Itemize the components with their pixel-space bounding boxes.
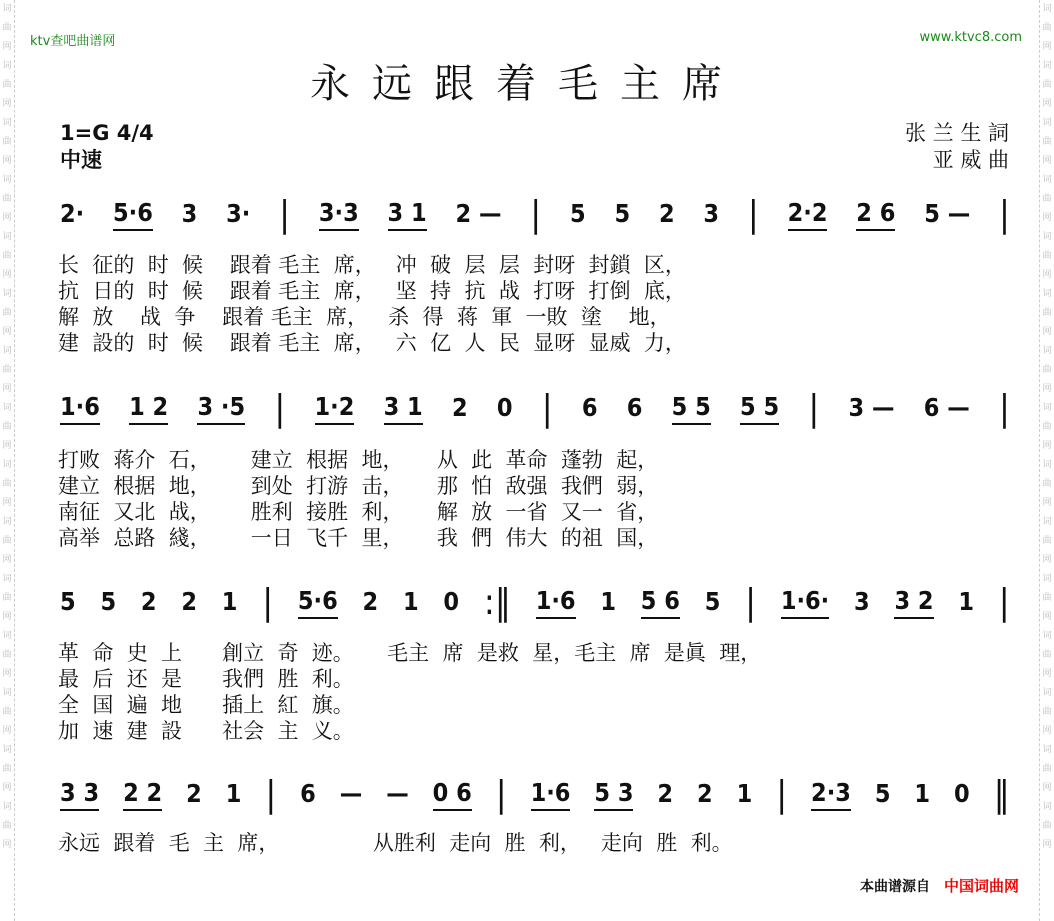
note: 3	[703, 198, 720, 228]
bar-line: |	[999, 193, 1010, 235]
note: 3 —	[848, 392, 895, 422]
note: 6	[581, 392, 598, 422]
note: 3 3	[60, 778, 99, 811]
bar-line: |	[262, 581, 274, 623]
note: 5	[874, 778, 891, 808]
bar-line: |	[808, 387, 820, 429]
note: 0	[496, 392, 513, 422]
bar-line: :‖	[483, 581, 511, 623]
note: 5	[704, 586, 721, 616]
note: 1	[225, 778, 242, 808]
note: 2	[697, 778, 713, 808]
note: 3	[181, 198, 198, 228]
note: 1	[221, 586, 238, 616]
lyric-line: 最 后 还 是 我們 胜 利。	[58, 667, 354, 691]
lyric-line: 南征 又北 战， 胜利 接胜 利， 解 放 一省 又一 省，	[58, 500, 659, 524]
note: 0 6	[433, 778, 472, 811]
watermark-left: ktv查吧曲谱网	[30, 34, 116, 49]
note: 2	[186, 778, 202, 808]
lyric-line: 永远 跟着 毛 主 席， 从胜利 走向 胜 利， 走向 胜 利。	[58, 831, 733, 855]
note: 3 2	[894, 586, 933, 619]
note: 3 ·5	[197, 392, 245, 425]
note: 3 1	[384, 392, 423, 425]
bar-line: |	[747, 193, 759, 235]
song-title: 永远跟着毛主席	[310, 61, 744, 107]
note: 6	[626, 392, 643, 422]
note: 2·3	[811, 778, 851, 811]
bar-line: |	[745, 581, 757, 623]
bar-line: |	[776, 773, 788, 815]
note: —	[339, 778, 363, 808]
notation-row	[60, 192, 1010, 236]
note: 1·6	[60, 392, 100, 425]
side-watermark-right: 词曲网词曲网词曲网词曲网词曲网词曲网词曲网词曲网词曲网词曲网词曲网词曲网词曲网词曲网词曲网	[1039, 0, 1054, 921]
bar-line: |	[998, 387, 1010, 429]
watermark-right: www.ktvc8.com	[919, 30, 1022, 45]
note: 3 1	[388, 198, 427, 231]
note: 0	[954, 778, 970, 808]
notation-row	[60, 772, 1010, 816]
note: 1	[958, 586, 974, 616]
note: 0	[443, 586, 460, 616]
note: 1	[402, 586, 419, 616]
note: 5 3	[594, 778, 633, 811]
lyric-line: 建立 根据 地， 到处 打游 击， 那 怕 敌强 我們 弱，	[58, 474, 659, 498]
note: 2	[658, 198, 675, 228]
bar-line: |	[265, 773, 277, 815]
notation-row	[60, 580, 1010, 624]
note: 5	[570, 198, 586, 228]
notation-row	[60, 386, 1010, 430]
lyric-line: 解 放 战 争 跟着 毛主 席， 杀 得 蒋 軍 一敗 塗 地，	[58, 305, 671, 329]
note: 2	[451, 392, 468, 422]
note: 6 —	[923, 392, 970, 422]
lyricist: 张 兰 生 詞	[904, 121, 1009, 145]
note: 1	[736, 778, 753, 808]
note: 1·2	[315, 392, 355, 425]
note: 2 —	[455, 198, 502, 228]
note: —	[386, 778, 409, 808]
bar-line: |	[541, 387, 553, 429]
note: 5 —	[924, 198, 971, 228]
key-signature: 1=G 4/4	[60, 121, 154, 145]
note: 2	[362, 586, 379, 616]
note: 1	[600, 586, 616, 616]
lyric-line: 加 速 建 設 社会 主 义。	[58, 719, 354, 743]
bar-line: |	[495, 773, 507, 815]
lyric-line: 全 国 遍 地 插上 紅 旗。	[58, 693, 354, 717]
lyric-line: 抗 日的 时 候 跟着 毛主 席， 坚 持 抗 战 打呀 打倒 底，	[58, 279, 686, 303]
footer-site: 中国词曲网	[943, 877, 1019, 895]
lyric-line: 革 命 史 上 創立 奇 迹。 毛主 席 是救 星，毛主 席 是眞 理，	[58, 641, 762, 665]
note: 5 6	[641, 586, 680, 619]
lyric-line: 高举 总路 綫， 一日 飞千 里， 我 們 伟大 的祖 国，	[58, 526, 659, 550]
bar-line: |	[279, 193, 291, 235]
note: 2 6	[856, 198, 895, 231]
bar-line: ‖	[993, 773, 1010, 815]
note: 1·6	[536, 586, 576, 619]
note: 2	[181, 586, 197, 616]
footer-source-label: 本曲谱源自	[859, 879, 930, 895]
composer: 亚 威 曲	[932, 148, 1009, 172]
note: 1·6	[531, 778, 571, 811]
note: 6	[300, 778, 316, 808]
note: 5 5	[672, 392, 711, 425]
tempo: 中速	[60, 148, 102, 172]
note: 2·	[60, 198, 85, 228]
note: 2 2	[123, 778, 162, 811]
note: 2	[140, 586, 157, 616]
note: 5 5	[740, 392, 779, 425]
note: 1	[914, 778, 931, 808]
bar-line: |	[998, 581, 1010, 623]
note: 5	[60, 586, 76, 616]
side-watermark-left: 词曲网词曲网词曲网词曲网词曲网词曲网词曲网词曲网词曲网词曲网词曲网词曲网词曲网词曲网词曲网	[0, 0, 15, 921]
note: 5·6	[298, 586, 338, 619]
note: 5·6	[113, 198, 153, 231]
note: 2	[657, 778, 674, 808]
note: 1 2	[129, 392, 168, 425]
bar-line: |	[530, 193, 542, 235]
lyric-line: 长 征的 时 候 跟着 毛主 席， 冲 破 层 层 封呀 封鎖 区，	[58, 253, 686, 277]
note: 5	[100, 586, 117, 616]
bar-line: |	[274, 387, 286, 429]
note: 5	[614, 198, 631, 228]
note: 2·2	[788, 198, 828, 231]
note: 3	[854, 586, 870, 616]
note: 3·3	[319, 198, 359, 231]
note: 1·6·	[781, 586, 829, 619]
lyric-line: 建 設的 时 候 跟着 毛主 席， 六 亿 人 民 显呀 显威 力，	[58, 331, 686, 355]
footer-source	[860, 875, 1019, 896]
lyric-line: 打败 蒋介 石， 建立 根据 地， 从 此 革命 蓬勃 起，	[58, 448, 659, 472]
note: 3·	[226, 198, 251, 228]
